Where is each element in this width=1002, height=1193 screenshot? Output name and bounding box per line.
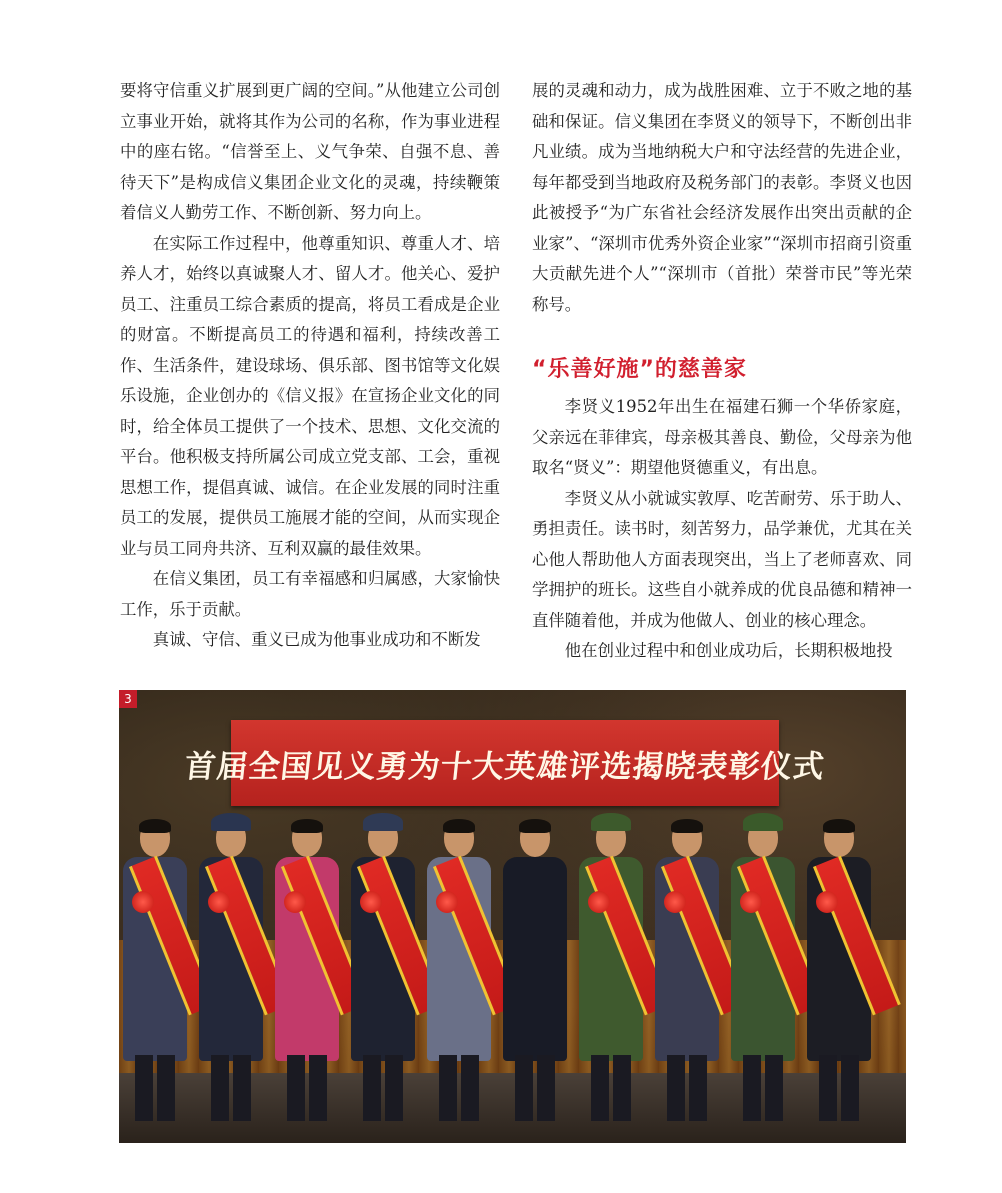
paragraph: 李贤义从小就诚实敦厚、吃苦耐劳、乐于助人、勇担责任。读书时，刻苦努力，品学兼优，尤其在关心他人帮助他人方面表现突出，当上了老师喜欢、同学拥护的班长。这些自小就养成的优良品德和精神一直伴随着他，并成为他做人、创业的核心理念。 — [532, 488, 912, 630]
person-figure — [731, 821, 795, 1121]
paragraph: 李贤义1952年出生在福建石狮一个华侨家庭，父亲远在菲律宾，母亲极其善良、勤俭，父母亲为他取名“贤义”：期望他贤德重义，有出息。 — [532, 397, 912, 477]
person-figure — [123, 821, 187, 1121]
person-figure — [503, 821, 567, 1121]
paragraph: 真诚、守信、重义已成为他事业成功和不断发 — [152, 630, 481, 649]
banner-text: 首届全国见义勇为十大英雄评选揭晓表彰仪式 — [182, 748, 827, 785]
person-figure — [579, 821, 643, 1121]
paragraph: 要将守信重义扩展到更广阔的空间。”从他建立公司创立事业开始，就将其作为公司的名称，作为事业进程中的座右铭。“信誉至上、义气争荣、自强不息、善待天下”是构成信义集团企业文化的灵魂，持续鞭策着信义人勤劳工作、不断创新、努力向上。 — [120, 81, 500, 222]
photo-number-badge: 3 — [119, 690, 137, 708]
person-figure — [807, 821, 871, 1121]
person-figure — [275, 821, 339, 1121]
person-figure — [199, 821, 263, 1121]
paragraph: 在信义集团，员工有幸福感和归属感，大家愉快工作，乐于贡献。 — [120, 569, 500, 619]
left-text-column — [120, 76, 500, 656]
person-figure — [655, 821, 719, 1121]
paragraph: 在实际工作过程中，他尊重知识、尊重人才、培养人才，始终以真诚聚人才、留人才。他关心、爱护员工、注重员工综合素质的提高，将员工看成是企业的财富。不断提高员工的待遇和福利，持续改善工作、生活条件，建设球场、俱乐部、图书馆等文化娱乐设施，企业创办的《信义报》在宣扬企业文化的同时，给全体员工提供了一个技术、思想、文化交流的平台。他积极支持所属公司成立党支部、工会，重视思想工作，提倡真诚、诚信。在企业发展的同时注重员工的发展，提供员工施展才能的空间，从而实现企业与员工同舟共济、互利双赢的最佳效果。 — [120, 233, 500, 558]
person-figure — [351, 821, 415, 1121]
paragraph: 他在创业过程中和创业成功后，长期积极地投 — [564, 641, 893, 660]
right-text-column — [532, 76, 912, 667]
paragraph: 展的灵魂和动力，成为战胜困难、立于不败之地的基础和保证。信义集团在李贤义的领导下，不断创出非凡业绩。成为当地纳税大户和守法经营的先进企业，每年都受到当地政府及税务部门的表彰。李贤义也因此被授予“为广东省社会经济发展作出突出贡献的企业家”、“深圳市优秀外资企业家”“深圳市招商引资重大贡献先进个人”“深圳市（首批）荣誉市民”等光荣称号。 — [532, 81, 912, 314]
person-figure — [427, 821, 491, 1121]
ceremony-photo — [119, 690, 906, 1143]
red-banner — [182, 720, 827, 806]
section-heading: “乐善好施”的慈善家 — [532, 357, 747, 382]
